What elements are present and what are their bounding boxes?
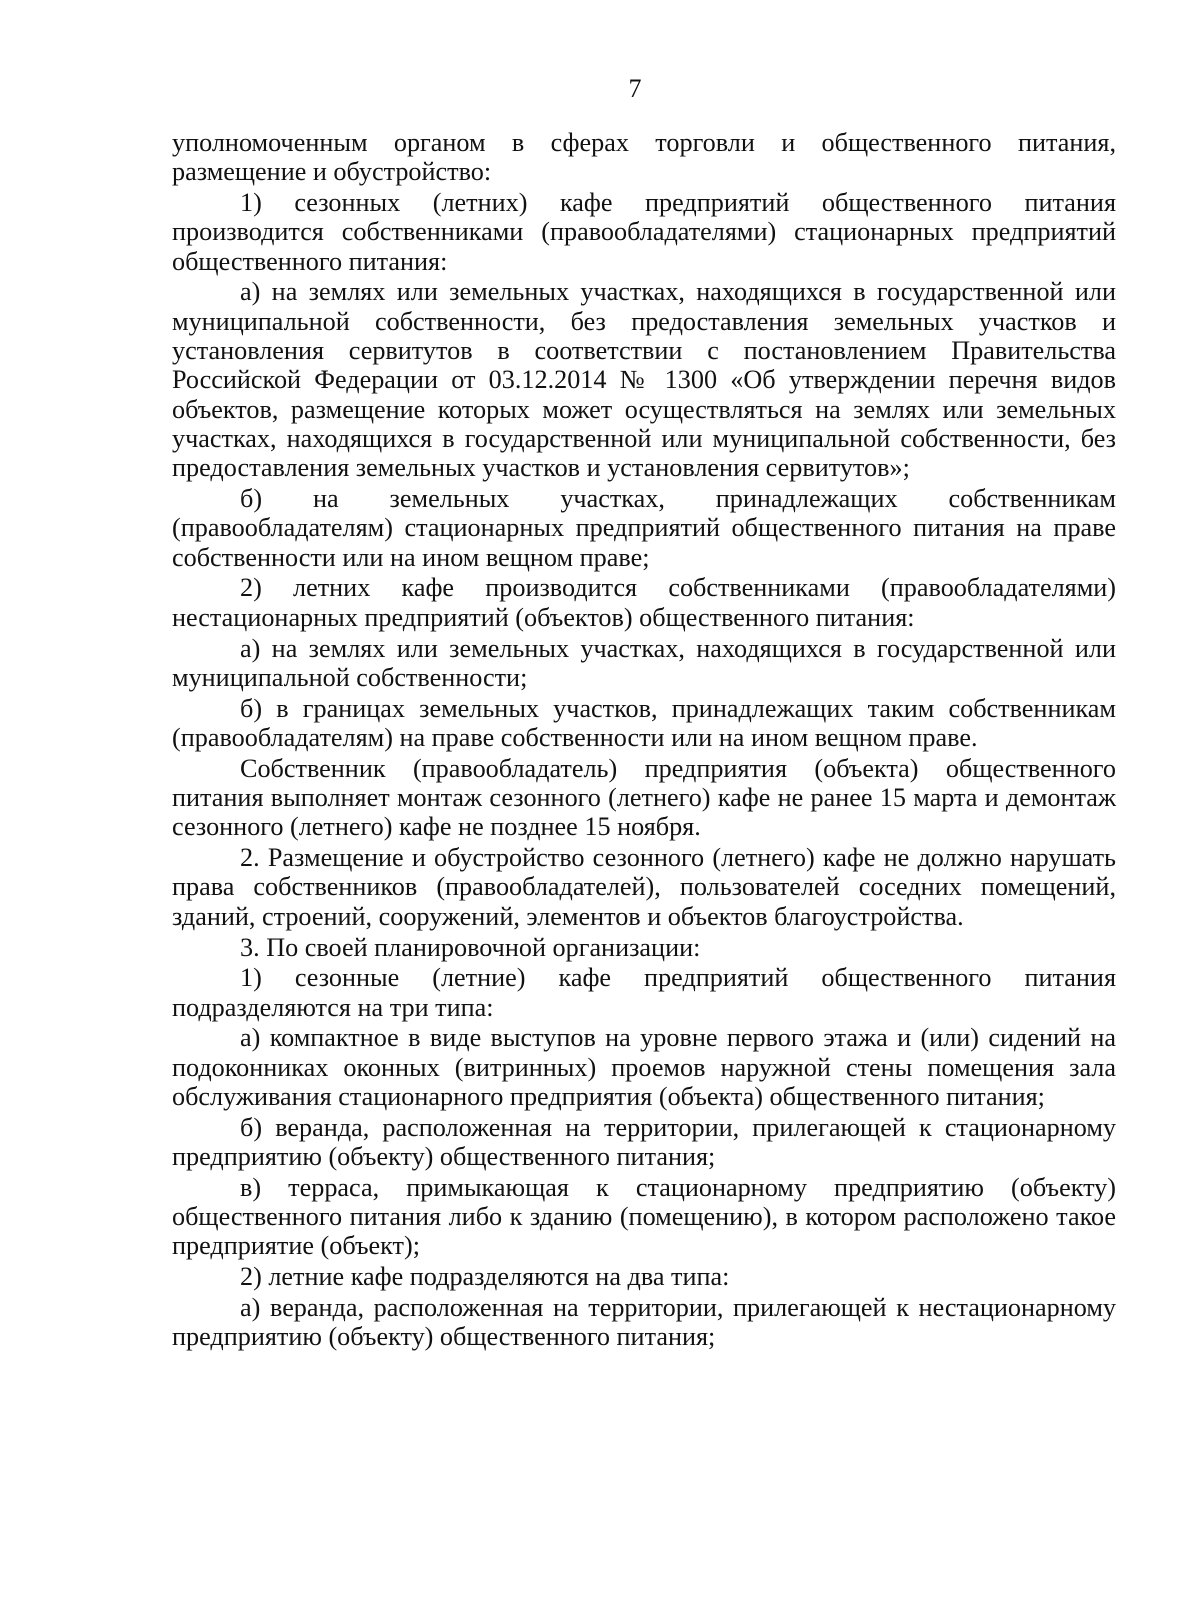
paragraph-section-3-item-2: 2) летние кафе подразделяются на два типа: (240, 1262, 730, 1292)
paragraph-item-1a: а) на землях или земельных участках, находящихся в государственной или муниципальной собственности, без предоставления земельных участков и установления сервитутов в соответствии с постановлением Правительства Российской Федерации от 03.12.2014 № 1300 «Об утверждении перечня видов объектов, размещение которых может осуществляться на землях или земельных участках, находящихся в государственной или муниципальной собственности, без предоставления земельных участков и установления сервитутов»; (172, 277, 1116, 483)
paragraph-owner-schedule: Собственник (правообладатель) предприятия (объекта) общественного питания выполняет монтаж сезонного (летнего) кафе не ранее 15 марта и демонтаж сезонного (летнего) кафе не позднее 15 ноября. (172, 753, 1116, 842)
paragraph-item-1b: б) на земельных участках, принадлежащих собственникам (правообладателям) стационарных предприятий общественного питания на праве собственности или на ином вещном праве; (172, 484, 1116, 572)
paragraph-section-3-item-1b: б) веранда, расположенная на территории, прилегающей к стационарному предприятию (объекту) общественного питания; (172, 1112, 1116, 1172)
paragraph-item-1-seasonal-cafe: 1) сезонных (летних) кафе предприятий общественного питания производится собственниками (правообладателями) стационарных предприятий общественного питания: (172, 188, 1116, 276)
paragraph-intro: уполномоченным органом в сферах торговли и общественного питания, размещение и обустройство: (172, 128, 1116, 187)
paragraph-item-2-summer-cafe: 2) летних кафе производится собственниками (правообладателями) нестационарных предприятий (объектов) общественного питания: (172, 573, 1116, 632)
paragraph-section-3: 3. По своей планировочной организации: (240, 932, 701, 962)
paragraph-section-3-item-1c: в) терраса, примыкающая к стационарному предприятию (объекту) общественного питания либо к зданию (помещению), в котором расположено такое предприятие (объект); (172, 1172, 1116, 1261)
paragraph-section-3-item-1: 1) сезонные (летние) кафе предприятий общественного питания подразделяются на три типа: (172, 963, 1116, 1022)
paragraph-item-2b: б) в границах земельных участков, принадлежащих таким собственникам (правообладателям) на праве собственности или на ином вещном праве. (172, 693, 1116, 752)
paragraph-section-3-item-2a: а) веранда, расположенная на территории, прилегающей к нестационарному предприятию (объекту) общественного питания; (172, 1293, 1116, 1352)
document-body (172, 128, 1116, 1353)
page-number: 7 (628, 74, 642, 103)
paragraph-section-3-item-1a: а) компактное в виде выступов на уровне первого этажа и (или) сидений на подоконниках оконных (витринных) проемов наружной стены помещения зала обслуживания стационарного предприятия (объекта) общественного питания; (172, 1023, 1116, 1111)
paragraph-item-2a: а) на землях или земельных участках, находящихся в государственной или муниципальной собственности; (172, 633, 1116, 692)
paragraph-section-2: 2. Размещение и обустройство сезонного (летнего) кафе не должно нарушать права собственников (правообладателей), пользователей соседних помещений, зданий, строений, сооружений, элементов и объектов благоустройства. (172, 843, 1116, 931)
